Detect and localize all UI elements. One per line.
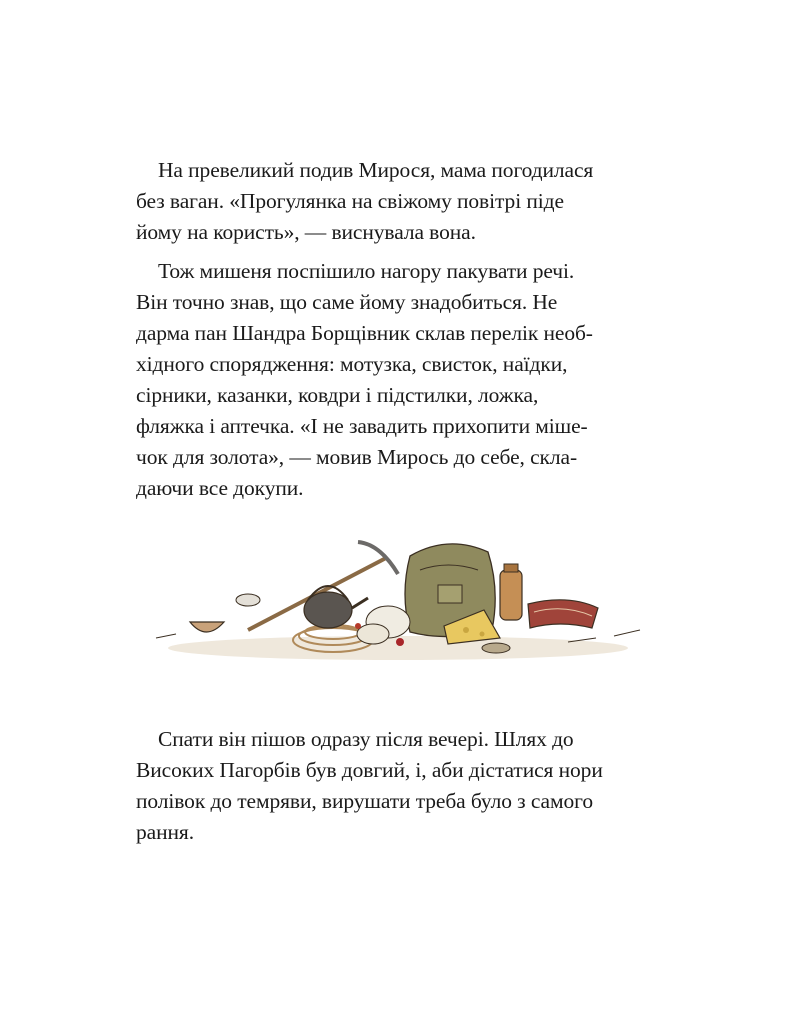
- paragraph-1: [136, 155, 676, 248]
- text-line: На превеликий подив Мирося, мама погодилася: [158, 158, 594, 182]
- blanket-icon: [528, 600, 598, 628]
- paragraph-3: [136, 724, 676, 848]
- berry-icon: [396, 638, 404, 646]
- text-line: чок для золота», — мовив Мирось до себе, скла-: [136, 445, 578, 469]
- bowl-icon: [190, 622, 224, 632]
- text-block-bottom: [136, 724, 676, 848]
- text-line: хідного спорядження: мотузка, свисток, наїдки,: [136, 352, 568, 376]
- cup-icon: [236, 594, 260, 606]
- text-line: йому на користь», — виснувала вона.: [136, 220, 476, 244]
- text-line: без ваган. «Прогулянка на свіжому повітрі піде: [136, 189, 564, 213]
- text-line: полівок до темряви, вирушати треба було з самого: [136, 789, 593, 813]
- text-line: Високих Пагорбів був довгий, і, аби дістатися нори: [136, 758, 603, 782]
- text-line: рання.: [136, 820, 194, 844]
- sack-icon: [357, 624, 389, 644]
- text-line: Спати він пішов одразу після вечері. Шлях до: [158, 727, 574, 751]
- camping-gear-illustration: [148, 530, 648, 680]
- kettle-icon: [304, 586, 368, 628]
- jar-icon: [500, 564, 522, 620]
- paragraph-2: [136, 256, 676, 504]
- text-line: Тож мишеня поспішило нагору пакувати речі.: [158, 259, 575, 283]
- text-line: фляжка і аптечка. «І не завадить прихопити міше-: [136, 414, 588, 438]
- text-line: дарма пан Шандра Борщівник склав перелік необ-: [136, 321, 593, 345]
- text-line: Він точно знав, що саме йому знадобиться. Не: [136, 290, 558, 314]
- berry-icon: [355, 623, 361, 629]
- text-block-top: [136, 155, 676, 504]
- lid-icon: [482, 643, 510, 653]
- text-line: даючи все докупи.: [136, 476, 304, 500]
- text-line: сірники, казанки, ковдри і підстилки, ложка,: [136, 383, 539, 407]
